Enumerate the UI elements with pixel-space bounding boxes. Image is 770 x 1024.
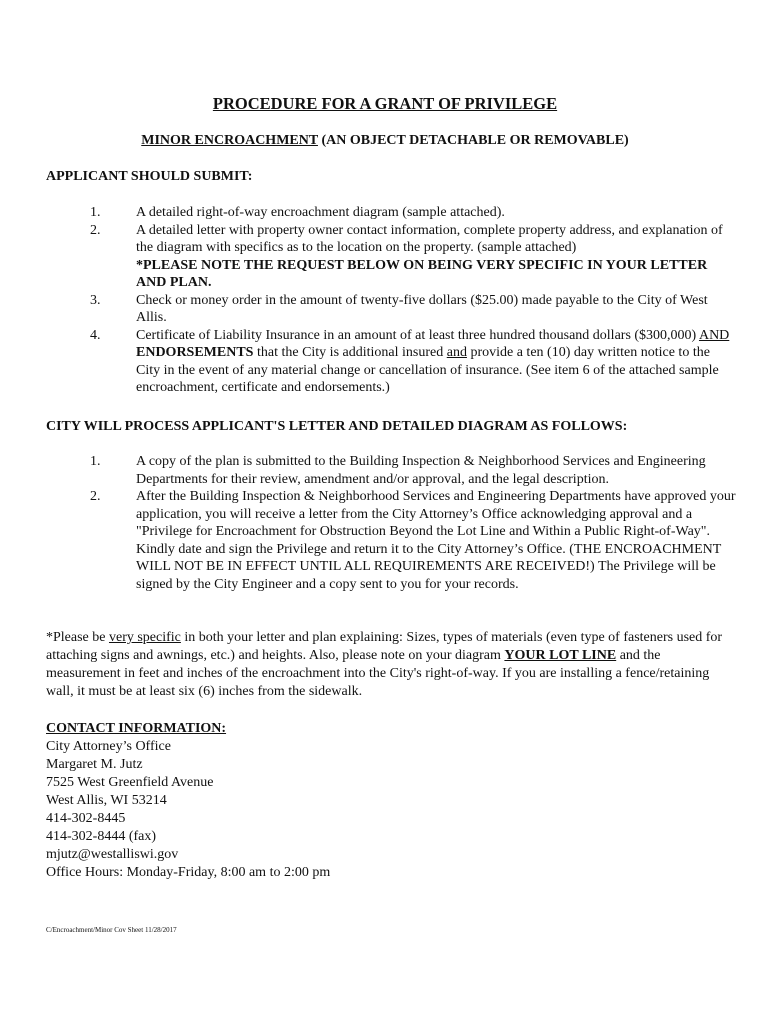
list-item — [46, 292, 736, 327]
document-title: PROCEDURE FOR A GRANT OF PRIVILEGE — [212, 94, 558, 113]
contact-phone: 414-302-8445 — [46, 811, 126, 826]
list-item-number: 2. — [90, 489, 101, 504]
list-item-number: 4. — [90, 327, 101, 343]
contact-email: mjutz@westalliswi.gov — [46, 847, 179, 862]
contact-hours: Office Hours: Monday-Friday, 8:00 am to 2:00 pm — [46, 865, 331, 880]
list-item-note: *PLEASE NOTE THE REQUEST BELOW ON BEING VERY SPECIFIC IN YOUR LETTER AND PLAN. — [136, 257, 708, 290]
list-item-number: 1. — [90, 454, 101, 469]
list-item-number: 3. — [90, 292, 101, 308]
subtitle-rest: (AN OBJECT DETACHABLE OR REMOVABLE) — [317, 133, 629, 148]
applicant-list — [46, 204, 736, 397]
document-footer: C/Encroachment/Minor Cov Sheet 11/28/2017 — [46, 926, 177, 934]
list-item-text: Check or money order in the amount of twenty-five dollars ($25.00) made payable to the City of West Allis. — [136, 292, 708, 325]
list-item-text: Certificate of Liability Insurance in an amount of at least three hundred thousand dollars ($300,000) AND ENDORSEMENTS that the City is additional insured and provide a ten (10) day written notice to the City in the event of any material change or cancellation of insurance. (See item 6 of the attached sample encroachment, certificate and endorsements.) — [136, 327, 730, 395]
list-item — [46, 453, 736, 488]
document-subtitle — [0, 132, 770, 150]
list-item — [46, 204, 736, 222]
contact-line: West Allis, WI 53214 — [46, 793, 167, 808]
list-item-number: 2. — [90, 222, 101, 238]
contact-line: 7525 West Greenfield Avenue — [46, 775, 214, 790]
list-item-text: A detailed letter with property owner contact information, complete property address, and explanation of the diagram with specifics as to the location on the property. (sample attached) — [136, 222, 723, 255]
list-item — [46, 327, 736, 397]
list-item-text: A detailed right-of-way encroachment diagram (sample attached). — [136, 205, 505, 220]
list-item-text: A copy of the plan is submitted to the Building Inspection & Neighborhood Services and Engineering Departments for their review, amendment and/or approval, and the legal description. — [136, 454, 706, 487]
contact-line: City Attorney’s Office — [46, 739, 171, 754]
contact-line: Margaret M. Jutz — [46, 757, 143, 772]
subtitle-underlined: MINOR ENCROACHMENT — [141, 133, 318, 148]
section-heading-city: CITY WILL PROCESS APPLICANT'S LETTER AND DETAILED DIAGRAM AS FOLLOWS: — [46, 419, 628, 434]
section-heading-applicant: APPLICANT SHOULD SUBMIT: — [46, 169, 253, 184]
city-process-list — [46, 453, 736, 593]
list-item — [46, 222, 736, 292]
list-item-text: After the Building Inspection & Neighborhood Services and Engineering Departments have approved your application, you will receive a letter from the City Attorney’s Office acknowledging approval and a "Privilege for Encroachment for Obstruction Beyond the Lot Line and Within a Public Right-of-Way". Kindly date and sign the Privilege and return it to the City Attorney’s Office. (THE ENCROACHMENT WILL NOT BE IN EFFECT UNTIL ALL REQUIREMENTS ARE RECEIVED!) The Privilege will be signed by the City Engineer and a copy sent to you for your records. — [136, 489, 736, 592]
contact-block — [46, 720, 330, 882]
contact-heading: CONTACT INFORMATION: — [46, 721, 227, 736]
contact-fax: 414-302-8444 (fax) — [46, 829, 157, 844]
list-item-number: 1. — [90, 205, 101, 220]
specificity-note: *Please be very specific in both your letter and plan explaining: Sizes, types of materials (even type of fasteners used for attaching signs and awnings, etc.) and heights. Also, please note on your diagram YOUR LOT LINE and the measurement in feet and inches of the encroachment into the City's right-of-way. If you are installing a fence/retaining wall, it must be at least six (6) inches from the sidewalk. — [46, 630, 723, 699]
list-item — [46, 488, 736, 593]
